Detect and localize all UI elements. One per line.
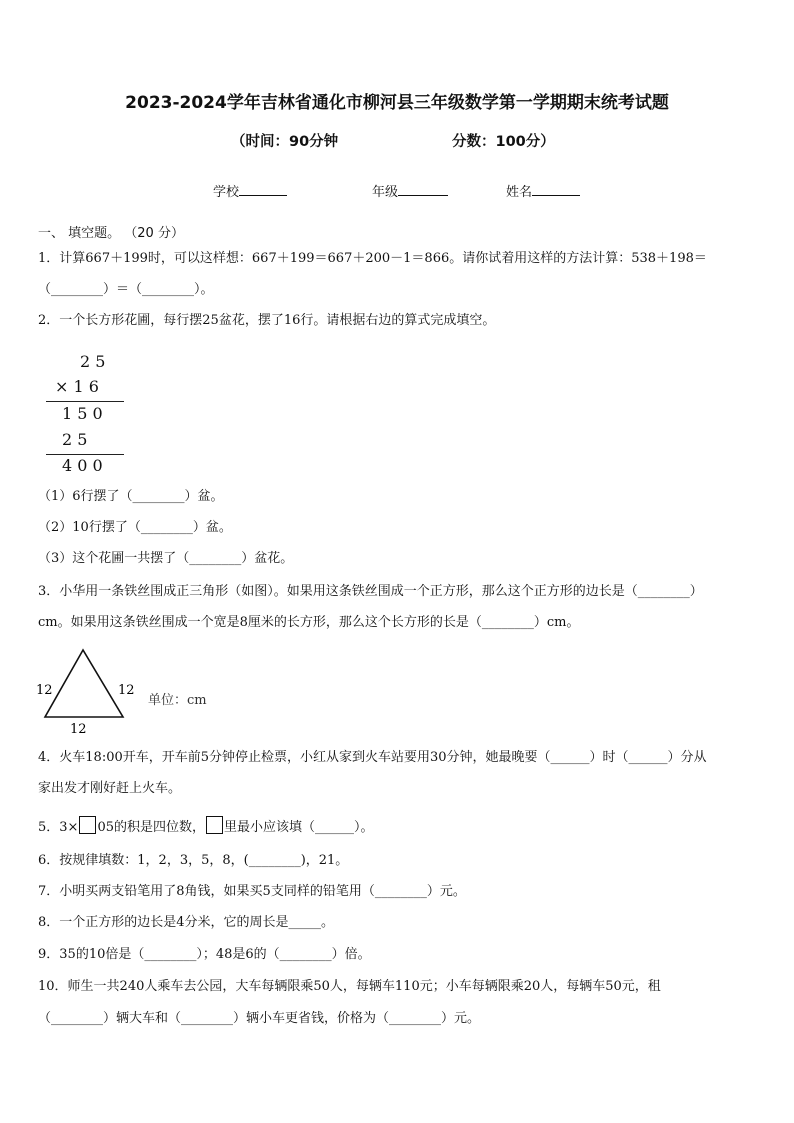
school-label: 学校 [213,185,240,200]
q6-line: 6．按规律填数：1，2，3，5，8，(________)，21。 [38,853,349,868]
q5-part-b: 05的积是四位数， [97,820,205,835]
q8-line: 8．一个正方形的边长是4分米，它的周长是_____。 [38,915,335,930]
side-bottom-label: 12 [70,722,87,737]
grade-label: 年级 [372,185,399,200]
side-left-label: 12 [36,683,53,698]
school-field [213,181,287,200]
digit-box-ref [206,816,223,834]
q5-part-a: 5．3× [38,820,79,835]
calc-row2: × 1 6 [55,377,99,396]
calc-row3: 1 5 0 [62,404,103,423]
q7-line: 7．小明买两支铅笔用了8角钱，如果买5支同样的铅笔用（________）元。 [38,884,466,899]
calc-row4: 2 5 [62,430,88,449]
grade-field [372,181,448,200]
calc-row1: 2 5 [80,352,106,371]
q2-sub1: （1）6行摆了（________）盆。 [38,489,224,504]
section-heading: 一、 填空题。 （20 分） [38,226,184,241]
page-title: 2023-2024学年吉林省通化市柳河县三年级数学第一学期期末统考试题 [125,93,669,113]
q10-line1: 10．师生一共240人乘车去公园，大车每辆限乘50人，每辆车110元；小车每辆限乘20人，每辆车50元，租 [38,979,661,994]
q4-line2: 家出发才刚好赶上火车。 [38,781,182,796]
equilateral-triangle [45,650,123,717]
school-blank[interactable] [239,181,287,196]
name-label: 姓名 [506,185,533,200]
calc-row5: 4 0 0 [62,456,103,475]
q1-line2: （________）＝（________）。 [38,282,214,297]
q2-sub2: （2）10行摆了（________）盆。 [38,520,232,535]
exam-time: （时间：90分钟 [231,134,339,150]
q4-line1: 4．火车18:00开车，开车前5分钟停止检票，小红从家到火车站要用30分钟，她最晚要（______）时（______）分从 [38,750,707,765]
q5-line [38,816,374,837]
q3-line1: 3．小华用一条铁丝围成正三角形（如图）。如果用这条铁丝围成一个正方形，那么这个正方形的边长是（________） [38,584,703,599]
q9-line: 9．35的10倍是（________）；48是6的（________）倍。 [38,947,371,962]
side-right-label: 12 [118,683,135,698]
unit-label: 单位：cm [148,693,207,708]
exam-score: 分数：100分） [452,134,555,150]
triangle-figure [30,645,230,737]
calc-rule-2 [46,454,124,455]
digit-box[interactable] [79,816,96,834]
name-blank[interactable] [532,181,580,196]
q1-line1: 1．计算667＋199时，可以这样想：667＋199＝667＋200－1＝866。请你试着用这样的方法计算：538＋198＝ [38,251,707,266]
name-field [506,181,580,200]
q2-stem: 2．一个长方形花圃，每行摆25盆花，摆了16行。请根据右边的算式完成填空。 [38,313,496,328]
q2-sub3: （3）这个花圃一共摆了（________）盆花。 [38,551,294,566]
q3-line2: cm。如果用这条铁丝围成一个宽是8厘米的长方形，那么这个长方形的长是（________）cm。 [38,615,580,630]
q10-line2: （________）辆大车和（________）辆小车更省钱，价格为（________）元。 [38,1011,481,1026]
calc-rule-1 [46,401,124,402]
grade-blank[interactable] [398,181,448,196]
q5-part-c: 里最小应该填（______）。 [223,820,374,835]
